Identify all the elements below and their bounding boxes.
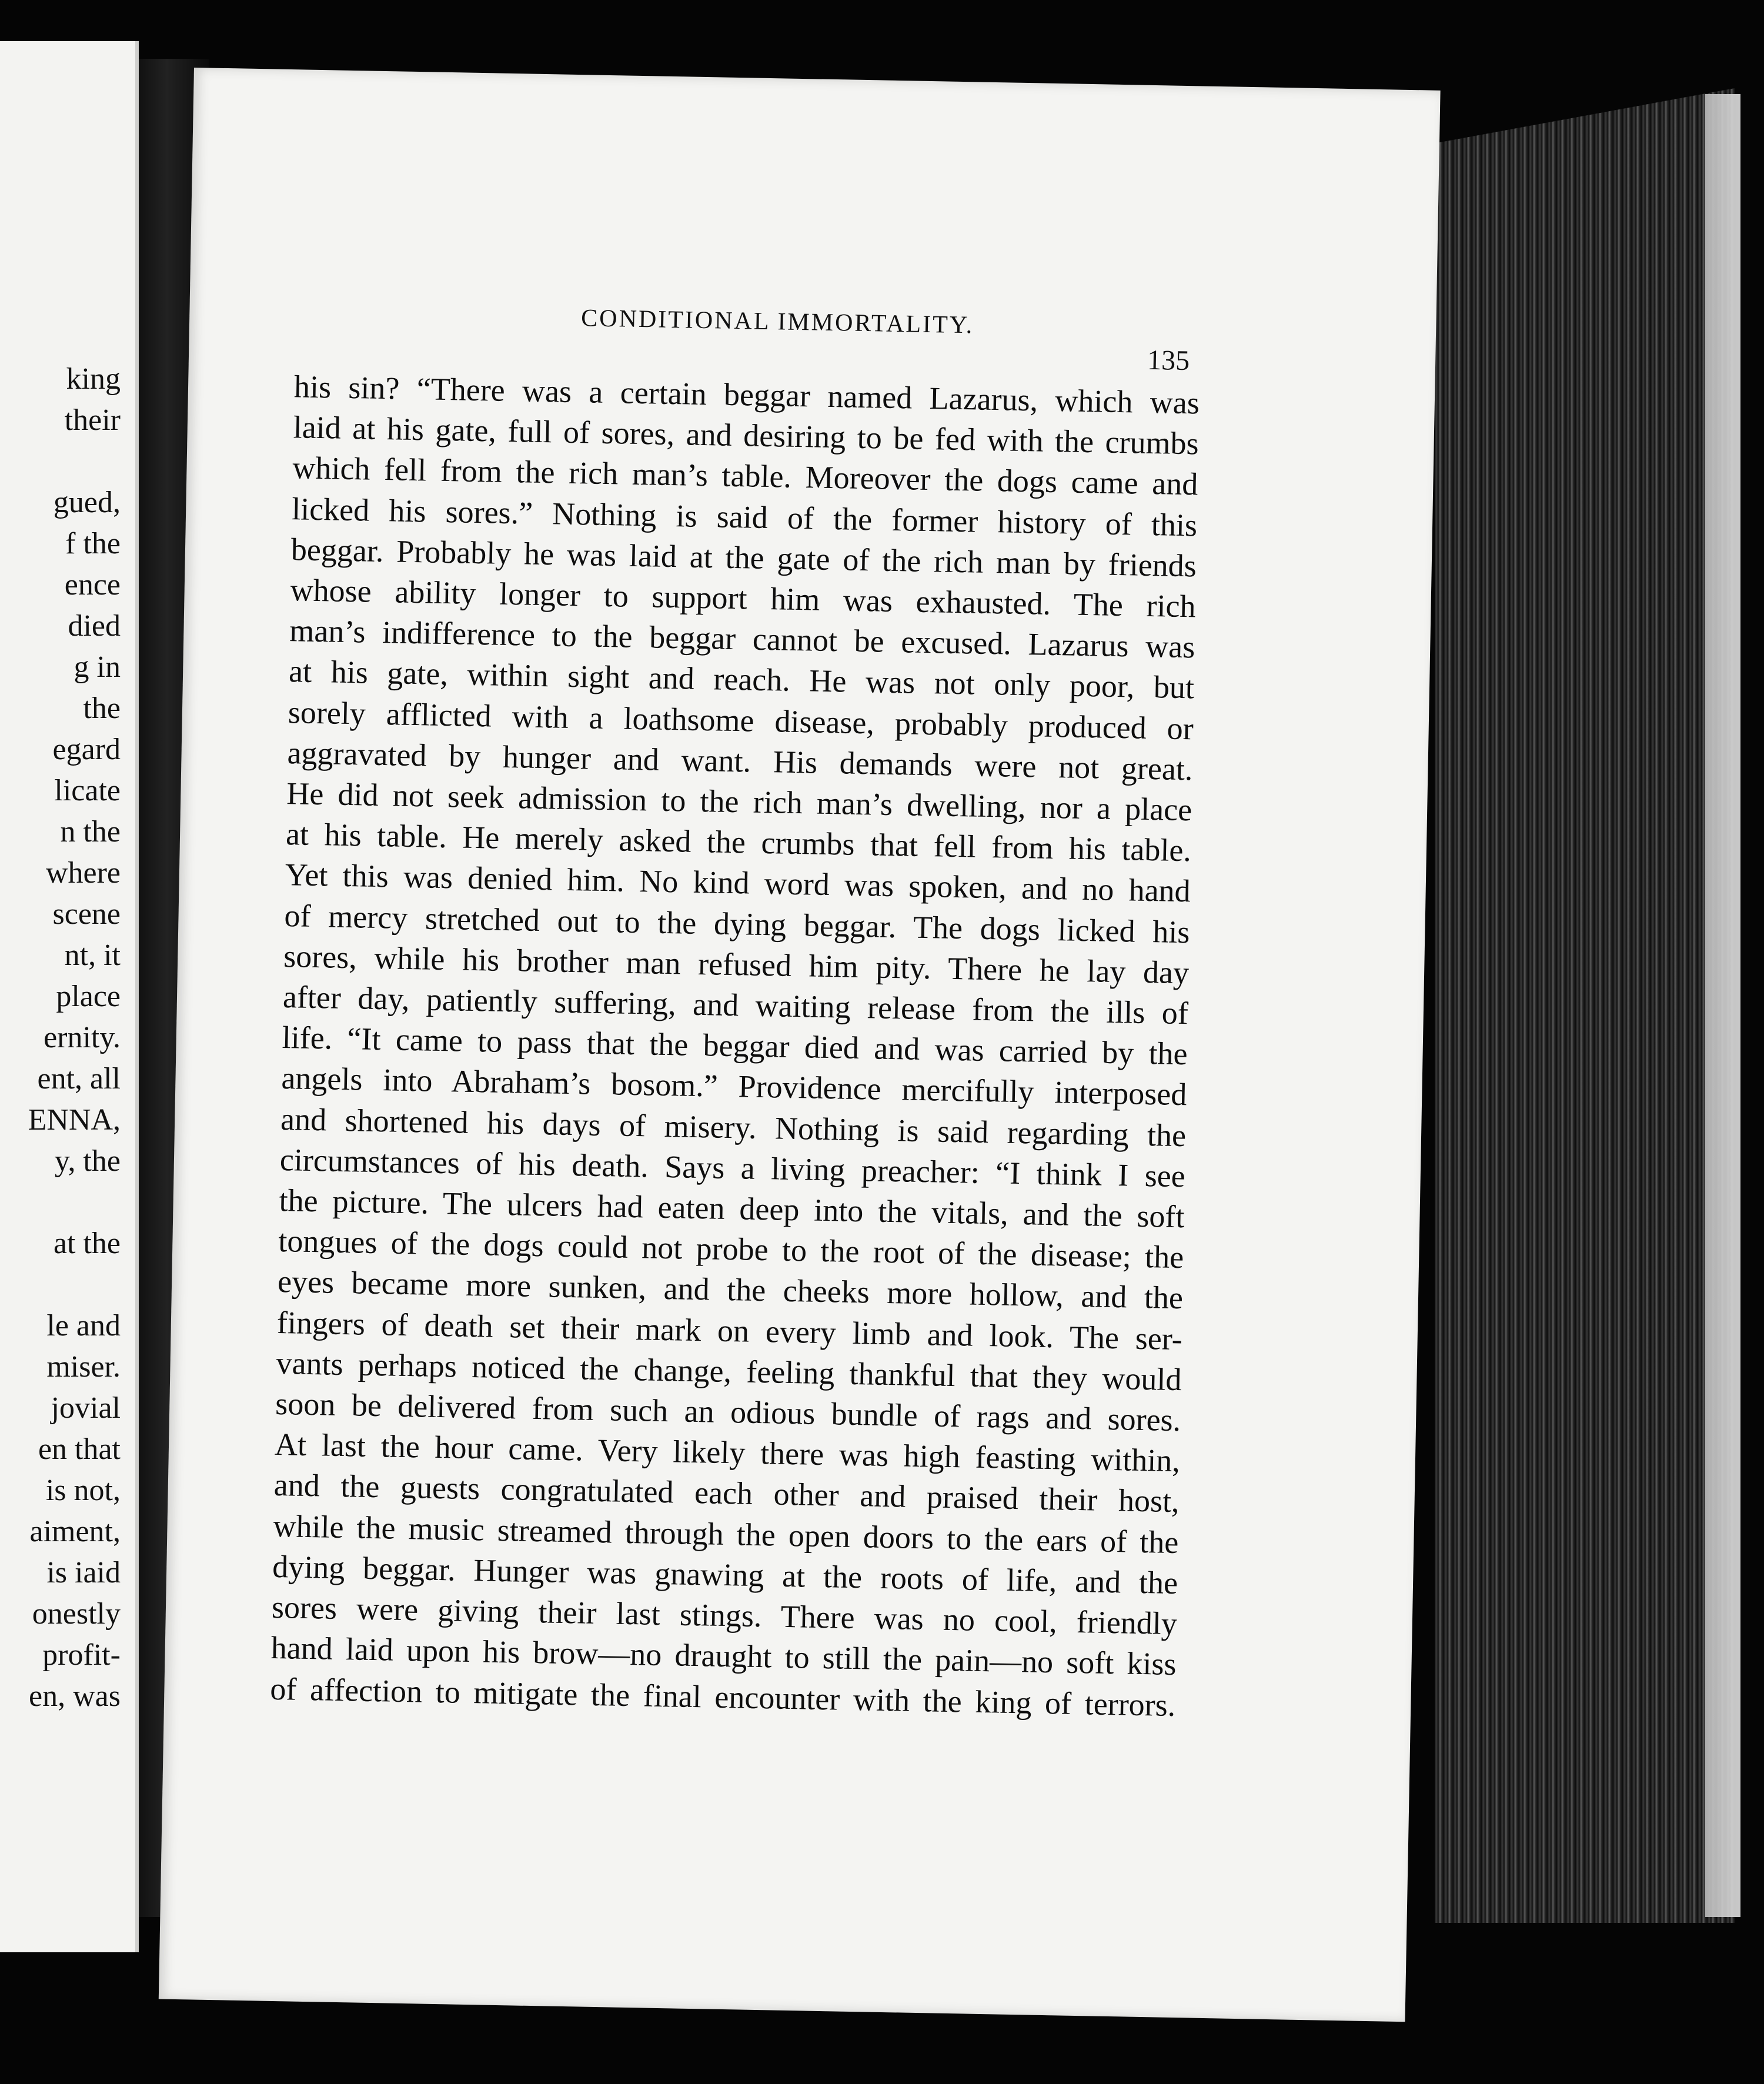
left-line-fragment: where [45,856,121,890]
left-line-fragment: is not, [45,1474,121,1507]
text-line: circumstances of his death. Says a living preacher: “I think I see [279,1141,1186,1194]
text-line: hand laid upon his brow—no draught to still the pain—no soft kiss [270,1630,1177,1682]
left-line-fragment: en, was [29,1679,121,1713]
left-line-fragment: died [68,609,121,643]
left-line-fragment: miser. [46,1350,121,1384]
page-number: 135 [1147,344,1190,377]
body-text [270,366,1200,1726]
text-line: whose ability longer to support him was exhausted. The rich [290,572,1197,624]
text-line: sores were giving their last stings. There was no cool, friendly [271,1589,1178,1642]
left-line-fragment: ent, all [37,1062,121,1096]
left-line-fragment: is iaid [46,1556,121,1589]
left-line-fragment: f the [65,527,121,560]
left-line-fragment [0,1182,121,1223]
left-line-fragment: nt, it [64,939,121,972]
text-line: angels into Abraham’s bosom.” Providence mercifully interposed [280,1060,1187,1113]
text-line: of affection to mitigate the final encounter with the king of terrors. [269,1671,1176,1723]
left-line-fragment: ENNA, [28,1103,121,1137]
left-line-fragment [0,1264,121,1305]
text-line: life. “It came to pass that the beggar died and was carried by the [282,1020,1188,1072]
text-line: soon be delivered from such an odious bundle of rags and sores. [275,1386,1181,1438]
text-line: sores, while his brother man refused him pity. There he lay day [283,938,1190,991]
text-line: licked his sores.” Nothing is said of the former history of this [291,490,1198,543]
left-line-fragment: gued, [53,486,121,519]
text-line: at his gate, within sight and reach. He was not only poor, but [288,653,1195,706]
text-line: of mercy stretched out to the dying beggar. The dogs licked his [284,897,1190,950]
left-line-fragment: ernity. [44,1021,121,1054]
left-line-fragment: g in [74,650,121,684]
left-line-fragment: le and [46,1309,121,1342]
left-line-fragment [0,441,121,482]
text-line: man’s indifference to the beggar cannot be excused. Lazarus was [289,613,1195,665]
text-line: aggravated by hunger and want. His demands were not great. [287,734,1193,787]
text-line: beggar. Probably he was laid at the gate of the rich man by friends [290,531,1197,584]
fore-edge-highlight [1705,94,1740,1917]
left-line-fragment: king [66,362,121,396]
text-line: sorely afflicted with a loathsome disease, probably produced or [288,694,1194,746]
text-line: at his table. He merely asked the crumbs that fell from his table. [285,816,1192,869]
left-line-fragment: scene [52,897,121,931]
text-line: while the music streamed through the open doors to the ears of the [273,1508,1179,1560]
text-line: laid at his gate, full of sores, and desiring to be fed with the crumbs [293,409,1200,462]
text-line: tongues of the dogs could not probe to the root of the disease; the [278,1223,1184,1275]
text-line: fingers of death set their mark on every limb and look. The ser- [276,1304,1183,1357]
text-line: At last the hour came. Very likely there was high feasting within, [274,1427,1181,1479]
left-line-fragment: ence [64,568,121,602]
left-line-fragment: jovial [51,1391,121,1425]
text-line: Yet this was denied him. No kind word was spoken, and no hand [285,857,1191,909]
text-line: after day, patiently suffering, and waiting release from the ills of [282,979,1189,1031]
text-line: and the guests congratulated each other and praised their host, [273,1467,1180,1519]
page-block-fore-edge [1435,88,1735,1923]
left-line-fragment: at the [53,1227,121,1260]
left-line-fragment: their [64,403,121,437]
text-line: his sin? “There was a certain beggar named Lazarus, which was [293,369,1200,421]
text-line: dying beggar. Hunger was gnawing at the roots of life, and the [272,1548,1178,1601]
left-line-fragment: onestly [32,1597,121,1631]
text-line: eyes became more sunken, and the cheeks more hollow, and the [277,1264,1184,1316]
left-line-fragment: en that [38,1432,121,1466]
text-line: and shortened his days of misery. Nothing is said regarding the [280,1101,1187,1153]
left-page-fragment [0,41,139,1952]
running-head: CONDITIONAL IMMORTALITY. [580,305,974,339]
left-line-fragment: licate [54,774,121,807]
text-line: which fell from the rich man’s table. Moreover the dogs came and [292,450,1198,502]
left-line-fragment: profit- [42,1638,121,1672]
left-line-fragment: n the [60,815,121,849]
text-line: vants perhaps noticed the change, feeling thankful that they would [276,1345,1182,1398]
text-line: He did not seek admission to the rich man’s dwelling, nor a place [286,776,1192,828]
left-line-fragment: the [83,692,121,725]
right-page [159,68,1441,2022]
left-page-text [0,359,121,1717]
left-line-fragment: aiment, [29,1515,121,1548]
left-line-fragment: y, the [54,1144,121,1178]
left-line-fragment: egard [52,733,121,766]
text-line: the picture. The ulcers had eaten deep into the vitals, and the soft [279,1183,1185,1235]
left-line-fragment: place [56,980,121,1013]
